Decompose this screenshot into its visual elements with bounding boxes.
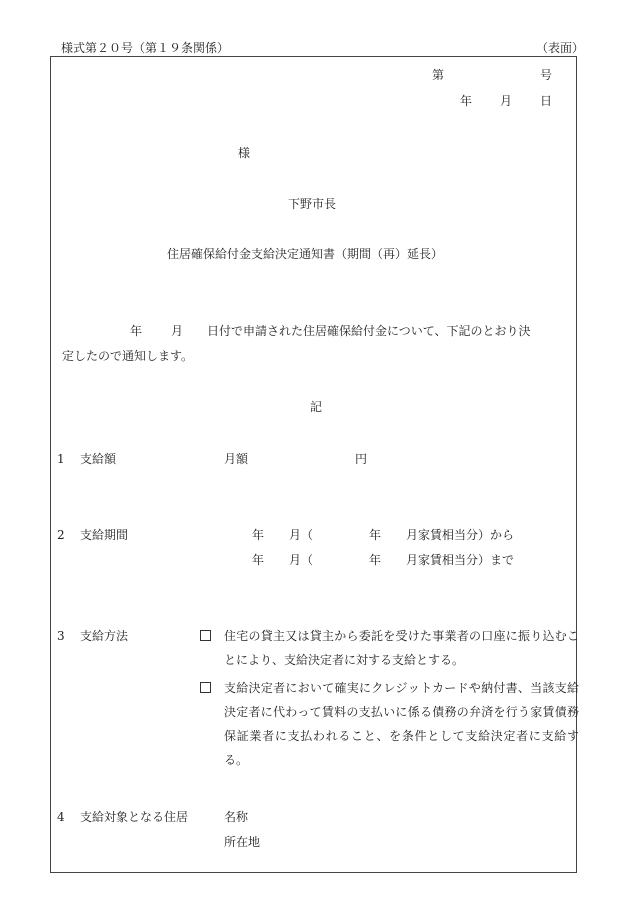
date-month-label: 月: [500, 94, 513, 108]
item1-label: 支給額: [80, 452, 117, 466]
residence-address-label: 所在地: [224, 835, 261, 849]
item3-number: 3: [57, 629, 65, 643]
method-option2-checkbox[interactable]: [200, 682, 211, 693]
period-end-month: 月（: [289, 553, 314, 567]
number-prefix: 第: [432, 68, 445, 82]
body-year-label: 年: [130, 324, 143, 338]
document-title: 住居確保給付金支給決定通知書（期間（再）延長）: [167, 247, 444, 261]
method-option1-checkbox[interactable]: [200, 630, 211, 641]
period-end-rent-year: 年: [369, 553, 382, 567]
period-start-rest: 月家賃相当分）から: [406, 528, 515, 542]
item4-number: 4: [57, 810, 65, 824]
ki-heading: 記: [310, 400, 323, 414]
period-end-year: 年: [252, 553, 265, 567]
addressee-honorific: 様: [238, 146, 251, 160]
item2-number: 2: [57, 528, 65, 542]
number-suffix: 号: [540, 68, 553, 82]
side-label: （表面）: [536, 41, 585, 55]
period-start-year: 年: [252, 528, 265, 542]
sender-name: 下野市長: [288, 197, 337, 211]
form-number: 様式第２０号（第１９条関係）: [61, 41, 230, 55]
method-option1-text: 住宅の貸主又は貸主から委託を受けた事業者の口座に振り込むことにより、支給決定者に対する支給とする。: [224, 629, 579, 667]
item4-label: 支給対象となる住居: [80, 810, 189, 824]
body-line1: 日付で申請された住居確保給付金について、下記のとおり決: [207, 324, 531, 338]
monthly-amount-label: 月額: [224, 452, 249, 466]
body-month-label: 月: [171, 324, 184, 338]
date-year-label: 年: [460, 94, 473, 108]
yen-label: 円: [355, 452, 368, 466]
body-line2: 定したので通知します。: [62, 349, 194, 363]
period-start-rent-year: 年: [369, 528, 382, 542]
item3-label: 支給方法: [80, 629, 129, 643]
period-end-rest: 月家賃相当分）まで: [406, 553, 515, 567]
item1-number: 1: [57, 452, 65, 466]
method-option2-text: 支給決定者において確実にクレジットカードや納付書、当該支給決定者に代わって賃料の支払いに係る債務の弁済を行う家賃債務保証業者に支払われること、を条件として支給決定者に支給する。: [224, 681, 579, 767]
item2-label: 支給期間: [80, 528, 129, 542]
period-start-month: 月（: [289, 528, 314, 542]
date-day-label: 日: [540, 94, 553, 108]
residence-name-label: 名称: [224, 810, 249, 824]
